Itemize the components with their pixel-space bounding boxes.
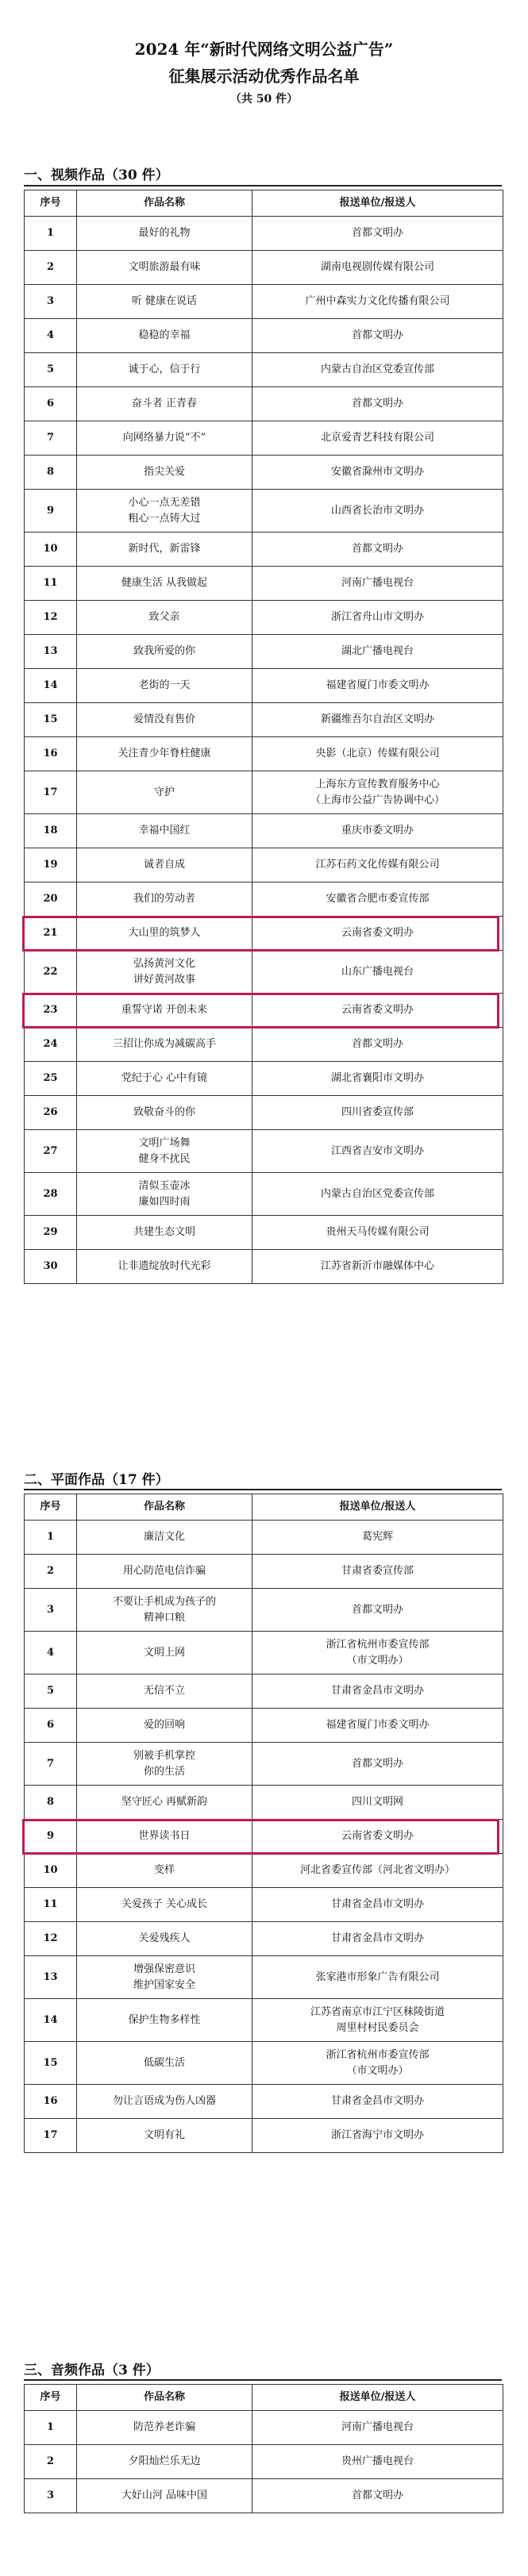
column-header-unit: 报送单位/报送人 <box>252 190 503 217</box>
row-number: 1 <box>25 1521 77 1555</box>
submitting-unit: 浙江省杭州市委宣传部 （市文明办） <box>252 1632 503 1674</box>
submitting-unit: 安徽省合肥市委宣传部 <box>252 882 503 917</box>
submitting-unit: 山西省长治市文明办 <box>252 490 503 533</box>
submitting-unit: 广州中森实力文化传播有限公司 <box>252 285 503 319</box>
submitting-unit: 内蒙古自治区党委宣传部 <box>252 1173 503 1216</box>
row-number: 17 <box>25 2119 77 2153</box>
work-name: 重誓守诺 开创未来 <box>77 994 252 1028</box>
work-name: 指尖关爱 <box>77 456 252 490</box>
work-name: 稳稳的幸福 <box>77 319 252 353</box>
row-number: 10 <box>25 1854 77 1888</box>
work-name: 世界读书日 <box>77 1820 252 1854</box>
work-name: 无信不立 <box>77 1674 252 1709</box>
submitting-unit: 安徽省滁州市文明办 <box>252 456 503 490</box>
submitting-unit: 福建省厦门市委文明办 <box>252 669 503 703</box>
work-name: 诚者自成 <box>77 848 252 882</box>
column-header-name: 作品名称 <box>77 2385 252 2411</box>
column-header-unit: 报送单位/报送人 <box>252 2385 503 2411</box>
submitting-unit: 内蒙古自治区党委宣传部 <box>252 353 503 387</box>
table-row <box>25 1250 503 1284</box>
work-name: 让非遗绽放时代光彩 <box>77 1250 252 1284</box>
submitting-unit: 首都文明办 <box>252 319 503 353</box>
work-name: 弘扬黄河文化 讲好黄河故事 <box>77 951 252 994</box>
row-number: 7 <box>25 421 77 456</box>
table-row <box>25 951 503 994</box>
work-name: 不要让手机成为孩子的 精神口粮 <box>77 1589 252 1632</box>
submitting-unit: 山东广播电视台 <box>252 951 503 994</box>
row-number: 8 <box>25 456 77 490</box>
submitting-unit: 首都文明办 <box>252 1743 503 1786</box>
work-name: 奋斗者 正青春 <box>77 387 252 421</box>
submitting-unit: 贵州广播电视台 <box>252 2445 503 2479</box>
work-name: 小心一点无差错 粗心一点铸大过 <box>77 490 252 533</box>
table-row <box>25 848 503 882</box>
submitting-unit: 江苏省新沂市融媒体中心 <box>252 1250 503 1284</box>
row-number: 5 <box>25 1674 77 1709</box>
table-row <box>25 1956 503 1999</box>
table-row <box>25 2119 503 2153</box>
submitting-unit: 甘肃省金昌市文明办 <box>252 1922 503 1956</box>
row-number: 6 <box>25 387 77 421</box>
row-number: 12 <box>25 601 77 635</box>
row-number: 15 <box>25 2042 77 2085</box>
submitting-unit: 河南广播电视台 <box>252 567 503 601</box>
submitting-unit: 重庆市委文明办 <box>252 814 503 848</box>
row-number: 9 <box>25 490 77 533</box>
submitting-unit: 河北省委宣传部（河北省文明办） <box>252 1854 503 1888</box>
row-number: 27 <box>25 1130 77 1173</box>
submitting-unit: 贵州天马传媒有限公司 <box>252 1216 503 1250</box>
work-name: 听 健康在说话 <box>77 285 252 319</box>
table-row <box>25 2445 503 2479</box>
work-name: 文明上网 <box>77 1632 252 1674</box>
submitting-unit: 首都文明办 <box>252 217 503 251</box>
row-number: 23 <box>25 994 77 1028</box>
row-number: 3 <box>25 2479 77 2513</box>
table-row <box>25 1589 503 1632</box>
work-name: 新时代，新雷锋 <box>77 533 252 567</box>
table-row <box>25 669 503 703</box>
work-name: 党纪于心 心中有镜 <box>77 1062 252 1096</box>
submitting-unit: 湖北省襄阳市文明办 <box>252 1062 503 1096</box>
column-header-name: 作品名称 <box>77 190 252 217</box>
table-row <box>25 1130 503 1173</box>
work-name: 保护生物多样性 <box>77 1999 252 2042</box>
column-header-unit: 报送单位/报送人 <box>252 1494 503 1521</box>
table-row <box>25 703 503 737</box>
work-name: 三招让你成为减碳高手 <box>77 1028 252 1062</box>
table-row <box>25 814 503 848</box>
row-number: 3 <box>25 285 77 319</box>
row-number: 17 <box>25 771 77 814</box>
submitting-unit: 首都文明办 <box>252 387 503 421</box>
table-row <box>25 1216 503 1250</box>
work-name: 关爱孩子 关心成长 <box>77 1888 252 1922</box>
submitting-unit: 甘肃省金昌市文明办 <box>252 1888 503 1922</box>
table-row <box>25 1521 503 1555</box>
table-header-row <box>25 190 503 217</box>
table-row <box>25 737 503 771</box>
table-row <box>25 1674 503 1709</box>
column-header-no: 序号 <box>25 190 77 217</box>
table-row <box>25 1028 503 1062</box>
work-name: 幸福中国红 <box>77 814 252 848</box>
work-name: 爱的回响 <box>77 1709 252 1743</box>
row-number: 15 <box>25 703 77 737</box>
work-name: 勿让言语成为伤人凶器 <box>77 2085 252 2119</box>
table-row <box>25 1173 503 1216</box>
work-name: 向网络暴力说“不” <box>77 421 252 456</box>
document-title-line2: 征集展示活动优秀作品名单 <box>168 67 360 86</box>
column-header-no: 序号 <box>25 2385 77 2411</box>
submitting-unit: 江西省吉安市文明办 <box>252 1130 503 1173</box>
table-row <box>25 2411 503 2445</box>
row-number: 1 <box>25 2411 77 2445</box>
table-row <box>25 2479 503 2513</box>
table-row <box>25 1888 503 1922</box>
table-row <box>25 601 503 635</box>
work-name: 致敬奋斗的你 <box>77 1096 252 1130</box>
table-row <box>25 2042 503 2085</box>
submitting-unit: 新疆维吾尔自治区文明办 <box>252 703 503 737</box>
work-name: 文明有礼 <box>77 2119 252 2153</box>
row-number: 25 <box>25 1062 77 1096</box>
work-name: 守护 <box>77 771 252 814</box>
work-name: 大山里的筑梦人 <box>77 917 252 951</box>
row-number: 13 <box>25 635 77 669</box>
section-heading-audio: 三、音频作品（3 件） <box>24 2363 160 2378</box>
table-row <box>25 353 503 387</box>
document-subtitle: （共 50 件） <box>229 93 299 106</box>
work-name: 变样 <box>77 1854 252 1888</box>
submitting-unit: 四川省委宣传部 <box>252 1096 503 1130</box>
table-row <box>25 1096 503 1130</box>
submitting-unit: 首都文明办 <box>252 1028 503 1062</box>
submitting-unit: 甘肃省金昌市文明办 <box>252 2085 503 2119</box>
work-name: 致我所爱的你 <box>77 635 252 669</box>
submitting-unit: 江苏省南京市江宁区秣陵街道 周里村村民委员会 <box>252 1999 503 2042</box>
row-number: 4 <box>25 1632 77 1674</box>
row-number: 2 <box>25 2445 77 2479</box>
audio-works-table <box>24 2384 503 2513</box>
work-name: 清似玉壶冰 廉如四时雨 <box>77 1173 252 1216</box>
work-name: 夕阳灿烂乐无边 <box>77 2445 252 2479</box>
row-number: 18 <box>25 814 77 848</box>
row-number: 26 <box>25 1096 77 1130</box>
work-name: 最好的礼物 <box>77 217 252 251</box>
work-name: 老街的一天 <box>77 669 252 703</box>
submitting-unit: 北京爱青艺科技有限公司 <box>252 421 503 456</box>
submitting-unit: 浙江省舟山市文明办 <box>252 601 503 635</box>
table-row <box>25 387 503 421</box>
submitting-unit: 云南省委文明办 <box>252 994 503 1028</box>
work-name: 致父亲 <box>77 601 252 635</box>
work-name: 防范养老诈骗 <box>77 2411 252 2445</box>
submitting-unit: 云南省委文明办 <box>252 917 503 951</box>
work-name: 关爱残疾人 <box>77 1922 252 1956</box>
table-row <box>25 635 503 669</box>
submitting-unit: 浙江省海宁市文明办 <box>252 2119 503 2153</box>
submitting-unit: 首都文明办 <box>252 2479 503 2513</box>
submitting-unit: 湖北广播电视台 <box>252 635 503 669</box>
row-number: 16 <box>25 2085 77 2119</box>
row-number: 11 <box>25 1888 77 1922</box>
table-row <box>25 1743 503 1786</box>
work-name: 爱情没有售价 <box>77 703 252 737</box>
row-number: 2 <box>25 1555 77 1589</box>
row-number: 1 <box>25 217 77 251</box>
table-header-row <box>25 2385 503 2411</box>
submitting-unit: 央影（北京）传媒有限公司 <box>252 737 503 771</box>
table-row <box>25 1854 503 1888</box>
table-header-row <box>25 1494 503 1521</box>
table-row <box>25 1709 503 1743</box>
submitting-unit: 首都文明办 <box>252 1589 503 1632</box>
row-number: 21 <box>25 917 77 951</box>
row-number: 2 <box>25 251 77 285</box>
submitting-unit: 福建省厦门市委文明办 <box>252 1709 503 1743</box>
row-number: 29 <box>25 1216 77 1250</box>
row-number: 20 <box>25 882 77 917</box>
submitting-unit: 四川文明网 <box>252 1786 503 1820</box>
row-number: 10 <box>25 533 77 567</box>
table-row <box>25 882 503 917</box>
table-row <box>25 1062 503 1096</box>
work-name: 我们的劳动者 <box>77 882 252 917</box>
table-row <box>25 1786 503 1820</box>
work-name: 低碳生活 <box>77 2042 252 2085</box>
work-name: 廉洁文化 <box>77 1521 252 1555</box>
section-divider <box>24 185 502 186</box>
row-number: 22 <box>25 951 77 994</box>
row-number: 19 <box>25 848 77 882</box>
row-number: 11 <box>25 567 77 601</box>
submitting-unit: 云南省委文明办 <box>252 1820 503 1854</box>
table-row <box>25 1820 503 1854</box>
video-works-table <box>24 190 503 1284</box>
section-divider <box>24 1489 502 1490</box>
work-name: 共建生态文明 <box>77 1216 252 1250</box>
work-name: 关注青少年脊柱健康 <box>77 737 252 771</box>
submitting-unit: 首都文明办 <box>252 533 503 567</box>
row-number: 6 <box>25 1709 77 1743</box>
row-number: 14 <box>25 1999 77 2042</box>
work-name: 别被手机掌控 你的生活 <box>77 1743 252 1786</box>
work-name: 用心防范电信诈骗 <box>77 1555 252 1589</box>
work-name: 诚于心，信于行 <box>77 353 252 387</box>
table-row <box>25 319 503 353</box>
print-works-table <box>24 1494 503 2153</box>
table-row <box>25 456 503 490</box>
row-number: 28 <box>25 1173 77 1216</box>
table-row <box>25 251 503 285</box>
submitting-unit: 江苏石药文化传媒有限公司 <box>252 848 503 882</box>
row-number: 12 <box>25 1922 77 1956</box>
table-row <box>25 1555 503 1589</box>
submitting-unit: 浙江省杭州市委宣传部 （市文明办） <box>252 2042 503 2085</box>
row-number: 8 <box>25 1786 77 1820</box>
work-name: 增强保密意识 维护国家安全 <box>77 1956 252 1999</box>
table-row <box>25 1632 503 1674</box>
document-title-line1: 2024 年“新时代网络文明公益广告” <box>134 40 394 59</box>
submitting-unit: 葛宪辉 <box>252 1521 503 1555</box>
work-name: 健康生活 从我做起 <box>77 567 252 601</box>
table-row <box>25 567 503 601</box>
table-row <box>25 490 503 533</box>
section-divider <box>24 2379 502 2381</box>
row-number: 9 <box>25 1820 77 1854</box>
row-number: 13 <box>25 1956 77 1999</box>
submitting-unit: 甘肃省委宣传部 <box>252 1555 503 1589</box>
column-header-no: 序号 <box>25 1494 77 1521</box>
section-heading-video: 一、视频作品（30 件） <box>24 167 169 183</box>
table-row <box>25 285 503 319</box>
table-row <box>25 533 503 567</box>
work-name: 大好山河 品味中国 <box>77 2479 252 2513</box>
row-number: 5 <box>25 353 77 387</box>
section-heading-print: 二、平面作品（17 件） <box>24 1472 169 1488</box>
row-number: 3 <box>25 1589 77 1632</box>
table-row <box>25 994 503 1028</box>
work-name: 坚守匠心 再赋新韵 <box>77 1786 252 1820</box>
row-number: 7 <box>25 1743 77 1786</box>
table-row <box>25 917 503 951</box>
column-header-name: 作品名称 <box>77 1494 252 1521</box>
submitting-unit: 甘肃省金昌市文明办 <box>252 1674 503 1709</box>
submitting-unit: 湖南电视剧传媒有限公司 <box>252 251 503 285</box>
table-row <box>25 2085 503 2119</box>
submitting-unit: 上海东方宣传教育服务中心 （上海市公益广告协调中心） <box>252 771 503 814</box>
table-row <box>25 1922 503 1956</box>
work-name: 文明旅游最有味 <box>77 251 252 285</box>
submitting-unit: 张家港市形象广告有限公司 <box>252 1956 503 1999</box>
table-row <box>25 771 503 814</box>
work-name: 文明广场舞 健身不扰民 <box>77 1130 252 1173</box>
submitting-unit: 河南广播电视台 <box>252 2411 503 2445</box>
table-row <box>25 217 503 251</box>
table-row <box>25 1999 503 2042</box>
row-number: 16 <box>25 737 77 771</box>
row-number: 24 <box>25 1028 77 1062</box>
row-number: 4 <box>25 319 77 353</box>
row-number: 30 <box>25 1250 77 1284</box>
table-row <box>25 421 503 456</box>
row-number: 14 <box>25 669 77 703</box>
